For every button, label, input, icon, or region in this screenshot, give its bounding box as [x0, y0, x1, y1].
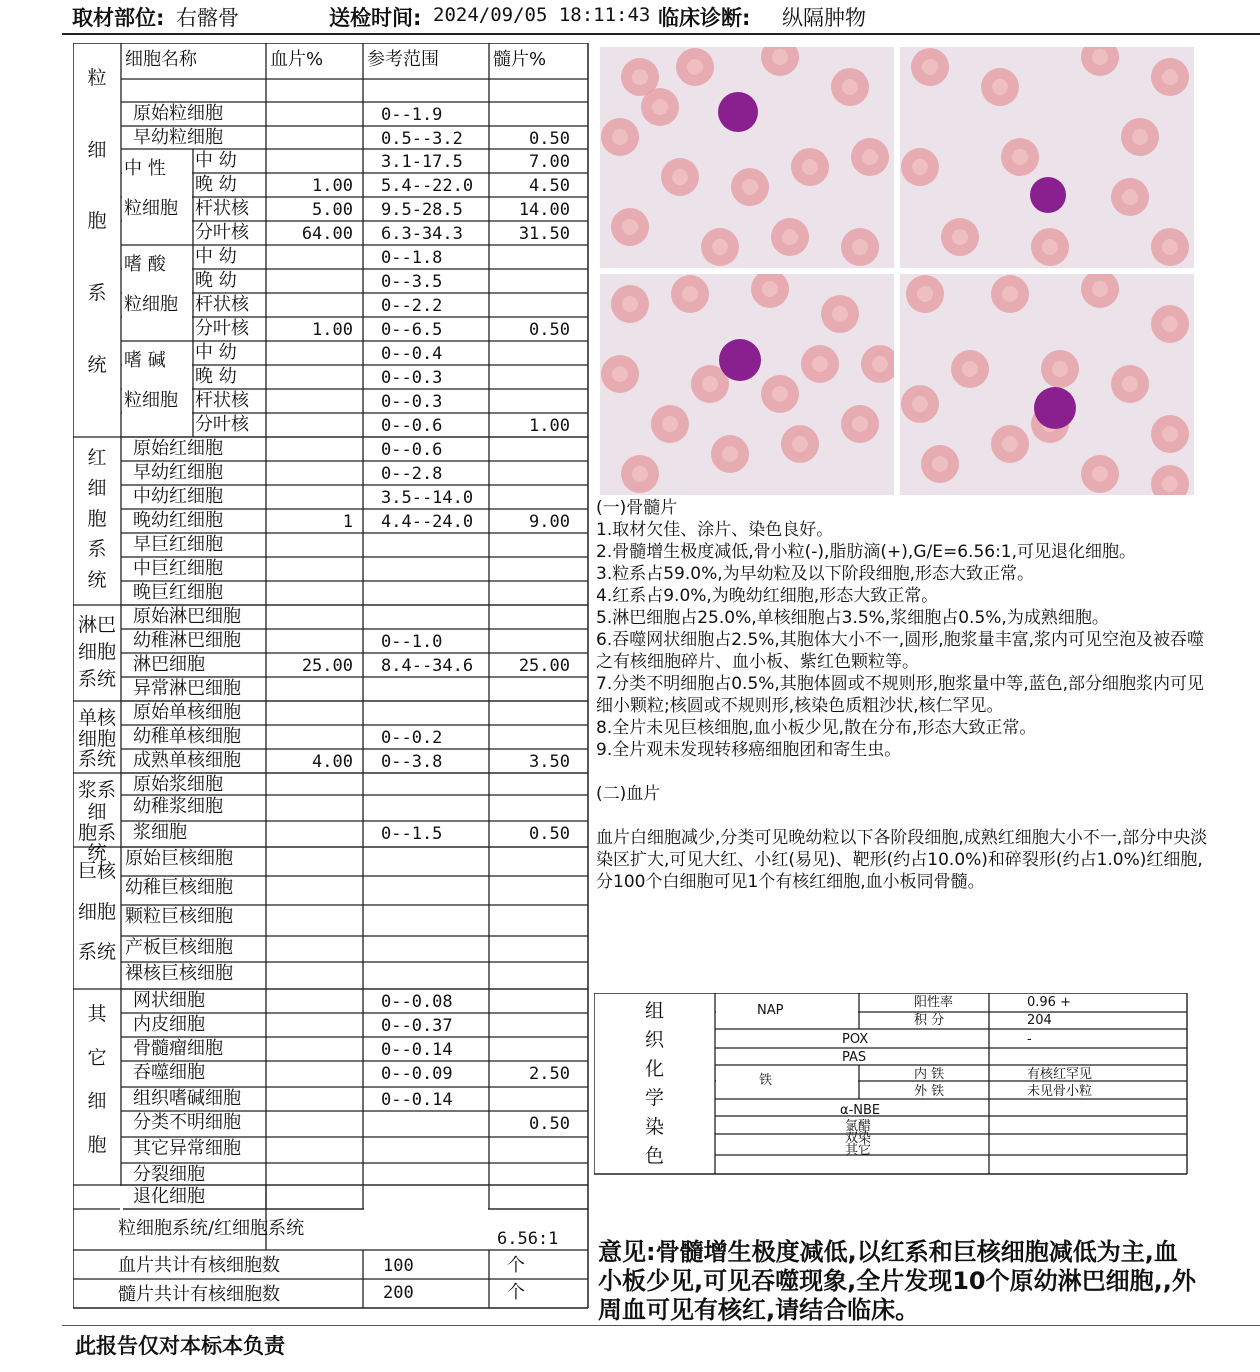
- findings-description: [596, 497, 1210, 893]
- row-name: 裸核巨核细胞: [125, 963, 233, 984]
- red-blood-cell-pallor: [712, 239, 728, 255]
- row-reference: 0--3.5: [381, 272, 443, 292]
- marrow-section-title: (一)骨髓片: [596, 498, 678, 518]
- lymphocyte-nucleus: [1030, 177, 1066, 213]
- row-name: 淋巴细胞: [133, 654, 205, 675]
- red-blood-cell-pallor: [1002, 286, 1018, 302]
- group-label-char: 胞: [87, 507, 107, 530]
- histochem-title-char: 组: [644, 1000, 664, 1022]
- red-blood-cell-pallor: [1002, 436, 1018, 452]
- histochem-title-char: 化: [644, 1058, 664, 1080]
- group-label-char: 系统: [77, 941, 116, 964]
- group-label-char: 细胞: [77, 641, 116, 664]
- group-label-char: 粒: [87, 67, 107, 90]
- row-name: 分裂细胞: [133, 1164, 205, 1185]
- row-reference: 0.5--3.2: [381, 129, 463, 149]
- row-reference: 0--6.5: [381, 320, 443, 340]
- red-blood-cell-pallor: [702, 376, 718, 392]
- lymphocyte-nucleus: [1034, 387, 1076, 429]
- group-label-char: 细: [87, 1090, 107, 1113]
- row-name: 组织嗜碱细胞: [133, 1088, 241, 1109]
- row-reference: 0--1.9: [381, 105, 443, 125]
- row-reference: 6.3-34.3: [381, 224, 463, 244]
- marrow-photo-1: [600, 47, 894, 268]
- marrow-finding-item: 6.吞噬网状细胞占2.5%,其胞体大小不一,圆形,胞浆量丰富,浆内可见空泡及被吞噬之有核细胞碎片、血小板、紫红色颗粒等。: [596, 630, 1205, 672]
- time-label: 送检时间:: [329, 6, 422, 30]
- red-blood-cell-pallor: [742, 179, 758, 195]
- red-blood-cell-pallor: [1162, 476, 1178, 492]
- row-marrow-pct: 7.00: [529, 152, 570, 172]
- red-blood-cell-pallor: [682, 286, 698, 302]
- group-label-char: 细胞: [77, 727, 116, 750]
- red-blood-cell-pallor: [912, 159, 928, 175]
- group-label-char: 其: [87, 1003, 107, 1026]
- red-blood-cell-pallor: [1162, 316, 1178, 332]
- marrow-finding-item: 2.骨髓增生极度减低,骨小粒(-),脂肪滴(+),G/E=6.56:1,可见退化细胞。: [596, 542, 1137, 562]
- site-label: 取材部位:: [72, 6, 165, 30]
- row-reference: 9.5-28.5: [381, 200, 463, 220]
- group-label-char: 巨核: [77, 860, 116, 883]
- red-blood-cell-pallor: [1052, 361, 1068, 377]
- histochem-extra-row-label: 双染: [845, 1131, 872, 1146]
- red-blood-cell-pallor: [1042, 239, 1058, 255]
- pas-label: PAS: [842, 1050, 867, 1065]
- pox-label: POX: [842, 1032, 869, 1047]
- subgroup-label-top: 嗜 碱: [124, 350, 166, 371]
- red-blood-cell-pallor: [1122, 189, 1138, 205]
- red-blood-cell-pallor: [922, 59, 938, 75]
- row-name: 原始浆细胞: [133, 774, 223, 795]
- group-label-char: 淋巴: [77, 613, 116, 636]
- row-name: 杆状核: [195, 390, 249, 411]
- site-value: 右髂骨: [176, 6, 239, 30]
- marrow-finding-item: 8.全片未见巨核细胞,血小板少见,散在分布,形态大致正常。: [596, 718, 1037, 738]
- row-name: 浆细胞: [133, 822, 187, 843]
- marrow-finding-item: 5.淋巴细胞占25.0%,单核细胞占3.5%,浆细胞占0.5%,为成熟细胞。: [596, 608, 1109, 628]
- row-marrow-pct: 4.50: [529, 176, 570, 196]
- report-header: [0, 0, 1260, 36]
- ratio-label: 粒细胞系统/红细胞系统: [118, 1218, 305, 1239]
- marrow-photo-3: [600, 274, 894, 495]
- marrow-finding-item: 4.红系占9.0%,为晚幼红细胞,形态大致正常。: [596, 586, 939, 606]
- time-value: 2024/09/05 18:11:43: [433, 4, 651, 26]
- opinion-text: 意见:骨髓增生极度减低,以红系和巨核细胞减低为主,血小板少见,可见吞噬现象,全片发现10个原幼淋巴细胞,,外周血可见有核红,请结合临床。: [598, 1238, 1196, 1324]
- row-name: 成熟单核细胞: [133, 750, 241, 771]
- group-label-char: 系统: [77, 668, 116, 691]
- red-blood-cell-pallor: [632, 69, 648, 85]
- row-name: 杆状核: [195, 198, 249, 219]
- row-reference: 0--0.6: [381, 416, 443, 436]
- group-label-char: 胞: [87, 210, 107, 233]
- row-reference: 0--2.8: [381, 464, 443, 484]
- red-blood-cell-pallor: [687, 59, 703, 75]
- row-name: 中 幼: [195, 342, 237, 363]
- row-name: 颗粒巨核细胞: [125, 906, 233, 927]
- row-marrow-pct: 0.50: [529, 1114, 570, 1134]
- row-name: 原始红细胞: [133, 438, 223, 459]
- subgroup-label-top: 中 性: [124, 158, 166, 179]
- marrow-photo-4: [900, 274, 1194, 495]
- red-blood-cell-pallor: [912, 396, 928, 412]
- nbe-label: α-NBE: [840, 1103, 881, 1118]
- marrow-photo-2: [900, 47, 1194, 268]
- row-blood-pct: 1.00: [312, 320, 353, 340]
- histochem-title-char: 色: [644, 1145, 664, 1167]
- red-blood-cell-pallor: [842, 79, 858, 95]
- red-blood-cell-pallor: [1162, 239, 1178, 255]
- group-label-char: 细: [87, 477, 107, 500]
- row-name: 中 幼: [195, 150, 237, 171]
- red-blood-cell-pallor: [672, 169, 688, 185]
- red-blood-cell-pallor: [952, 229, 968, 245]
- row-reference: 0--1.0: [381, 632, 443, 652]
- histochem-extra-row-label: 氯醋: [845, 1119, 872, 1134]
- row-name: 分类不明细胞: [133, 1112, 241, 1133]
- row-reference: 0--0.3: [381, 392, 443, 412]
- row-name: 中幼红细胞: [133, 486, 223, 507]
- footer-divider: [62, 1325, 1260, 1326]
- column-header: 细胞名称: [125, 49, 197, 70]
- grid-mask: [716, 1011, 858, 1014]
- column-header: 参考范围: [367, 49, 439, 70]
- marrow-finding-item: 1.取材欠佳、涂片、染色良好。: [596, 520, 834, 540]
- pox-value: -: [1027, 1032, 1032, 1047]
- red-blood-cell-pallor: [872, 356, 888, 372]
- row-reference: 0--3.8: [381, 752, 443, 772]
- row-marrow-pct: 2.50: [529, 1064, 570, 1084]
- red-blood-cell-pallor: [622, 296, 638, 312]
- row-name: 吞噬细胞: [133, 1062, 205, 1083]
- row-name: 原始淋巴细胞: [133, 606, 241, 627]
- marrow-finding-item: 3.粒系占59.0%,为早幼粒及以下阶段细胞,形态大致正常。: [596, 564, 1035, 584]
- footer-disclaimer: 此报告仅对本标本负责: [75, 1334, 285, 1358]
- grid-mask: [716, 1080, 858, 1083]
- red-blood-cell-pallor: [1132, 129, 1148, 145]
- subgroup-label-bottom: 粒细胞: [124, 198, 178, 219]
- row-blood-pct: 4.00: [312, 752, 353, 772]
- row-marrow-pct: 31.50: [518, 224, 570, 244]
- red-blood-cell-pallor: [992, 79, 1008, 95]
- row-marrow-pct: 0.50: [529, 320, 570, 340]
- red-blood-cell-pallor: [782, 229, 798, 245]
- row-reference: 3.5--14.0: [381, 488, 474, 508]
- red-blood-cell-pallor: [762, 281, 778, 297]
- subgroup-label-bottom: 粒细胞: [124, 390, 178, 411]
- grid-mask: [364, 1186, 488, 1248]
- subgroup-label-bottom: 粒细胞: [124, 294, 178, 315]
- blood-total-value: 100: [383, 1256, 414, 1276]
- row-reference: 0--0.6: [381, 440, 443, 460]
- red-blood-cell-pallor: [862, 149, 878, 165]
- iron-external-label: 外 铁: [914, 1084, 945, 1099]
- red-blood-cell-pallor: [1092, 49, 1108, 65]
- row-marrow-pct: 0.50: [529, 129, 570, 149]
- histochem-extra-row-label: 其它: [845, 1143, 872, 1158]
- group-label-char: 统: [87, 568, 107, 591]
- row-blood-pct: 1.00: [312, 176, 353, 196]
- ratio-value: 6.56:1: [497, 1229, 559, 1249]
- red-blood-cell-pallor: [852, 239, 868, 255]
- red-blood-cell-pallor: [962, 361, 978, 377]
- grid-mask: [74, 45, 120, 436]
- row-marrow-pct: 1.00: [529, 416, 570, 436]
- group-label-char: 系: [87, 281, 107, 304]
- row-name: 幼稚浆细胞: [133, 796, 223, 817]
- nap-positive-label: 阳性率: [914, 995, 954, 1010]
- histochemistry-table: [594, 993, 1189, 1176]
- iron-internal-value: 有核红罕见: [1027, 1067, 1093, 1082]
- row-reference: 0--0.08: [381, 992, 453, 1012]
- row-reference: 8.4--34.6: [381, 656, 474, 676]
- marrow-total-label: 髓片共计有核细胞数: [118, 1284, 280, 1305]
- group-label-char: 胞系统: [77, 821, 116, 864]
- row-marrow-pct: 14.00: [518, 200, 570, 220]
- row-reference: 0--1.5: [381, 824, 443, 844]
- row-name: 网状细胞: [133, 990, 205, 1011]
- subgroup-label-top: 嗜 酸: [124, 254, 166, 275]
- row-name: 晚巨红细胞: [133, 582, 223, 603]
- red-blood-cell-pallor: [802, 159, 818, 175]
- row-reference: 0--0.09: [381, 1064, 453, 1084]
- nap-score-label: 积 分: [914, 1013, 945, 1028]
- nap-positive-value: 0.96 +: [1027, 995, 1071, 1010]
- red-blood-cell-pallor: [772, 49, 788, 65]
- column-header: 血片%: [270, 49, 324, 70]
- group-label-char: 胞: [87, 1133, 107, 1156]
- row-name: 杆状核: [195, 294, 249, 315]
- group-label-char: 浆系: [77, 779, 116, 802]
- nap-label: NAP: [757, 1003, 784, 1018]
- row-reference: 4.4--24.0: [381, 512, 474, 532]
- row-reference: 0--0.14: [381, 1040, 453, 1060]
- group-label-char: 单核: [77, 707, 116, 730]
- row-name: 幼稚单核细胞: [133, 726, 241, 747]
- row-name: 原始巨核细胞: [125, 848, 233, 869]
- row-name: 晚幼红细胞: [133, 510, 223, 531]
- red-blood-cell-pallor: [932, 456, 948, 472]
- marrow-findings-list: [596, 519, 1210, 761]
- group-label-char: 细胞: [77, 900, 116, 923]
- row-name: 骨髓瘤细胞: [133, 1038, 223, 1059]
- iron-internal-label: 内 铁: [914, 1067, 945, 1082]
- lymphocyte-nucleus: [719, 339, 761, 381]
- red-blood-cell-pallor: [792, 436, 808, 452]
- row-reference: 0--0.3: [381, 368, 443, 388]
- red-blood-cell-pallor: [1012, 149, 1028, 165]
- row-reference: 0--0.37: [381, 1016, 453, 1036]
- group-label-char: 细: [87, 800, 107, 823]
- row-name: 幼稚巨核细胞: [125, 877, 233, 898]
- marrow-total-value: 200: [383, 1283, 414, 1303]
- row-name: 其它异常细胞: [133, 1138, 241, 1159]
- red-blood-cell-pallor: [832, 306, 848, 322]
- row-name: 早幼红细胞: [133, 462, 223, 483]
- red-blood-cell-pallor: [652, 99, 668, 115]
- marrow-finding-item: 7.分类不明细胞占0.5%,其胞体圆或不规则形,胞浆量中等,蓝色,部分细胞浆内可见细小颗粒;核圆或不规则形,核染色质粗沙状,核仁罕见。: [596, 674, 1205, 716]
- red-blood-cell-pallor: [622, 219, 638, 235]
- histochem-title-char: 学: [644, 1087, 664, 1109]
- iron-label: 铁: [759, 1073, 773, 1088]
- row-name: 内皮细胞: [133, 1014, 205, 1035]
- group-label-char: 细: [87, 138, 107, 161]
- row-name: 幼稚淋巴细胞: [133, 630, 241, 651]
- row-name: 晚 幼: [195, 270, 237, 291]
- red-blood-cell-pallor: [612, 129, 628, 145]
- lymphocyte-nucleus: [718, 92, 758, 132]
- histochem-title-char: 染: [644, 1116, 664, 1138]
- red-blood-cell-pallor: [612, 366, 628, 382]
- red-blood-cell-pallor: [1122, 376, 1138, 392]
- marrow-finding-item: 9.全片观未发现转移癌细胞团和寄生虫。: [596, 740, 902, 760]
- column-header: 髓片%: [493, 49, 547, 70]
- row-reference: 0--2.2: [381, 296, 443, 316]
- red-blood-cell-pallor: [852, 416, 868, 432]
- group-label-char: 它: [87, 1046, 107, 1069]
- nap-score-value: 204: [1027, 1013, 1052, 1028]
- row-blood-pct: 64.00: [301, 224, 353, 244]
- row-blood-pct: 1: [342, 512, 353, 532]
- group-label-char: 红: [87, 446, 107, 469]
- row-name: 分叶核: [195, 222, 249, 243]
- cell-count-table: [73, 43, 590, 1310]
- red-blood-cell-pallor: [662, 416, 678, 432]
- group-label-char: 系统: [77, 748, 116, 771]
- row-name: 退化细胞: [133, 1186, 205, 1207]
- red-blood-cell-pallor: [1162, 426, 1178, 442]
- row-name: 晚 幼: [195, 174, 237, 195]
- blood-total-label: 血片共计有核细胞数: [118, 1255, 280, 1276]
- row-name: 早幼粒细胞: [133, 127, 223, 148]
- row-blood-pct: 25.00: [301, 656, 353, 676]
- diagnosis-value: 纵隔肿物: [782, 6, 866, 30]
- group-label-char: 统: [87, 353, 107, 376]
- red-blood-cell-pallor: [1092, 281, 1108, 297]
- row-blood-pct: 5.00: [312, 200, 353, 220]
- row-marrow-pct: 25.00: [518, 656, 570, 676]
- row-name: 晚 幼: [195, 366, 237, 387]
- row-name: 分叶核: [195, 414, 249, 435]
- group-label-char: 系: [87, 538, 107, 561]
- red-blood-cell-pallor: [1092, 466, 1108, 482]
- red-blood-cell-pallor: [632, 466, 648, 482]
- marrow-total-unit: 个: [507, 1282, 525, 1303]
- row-name: 中 幼: [195, 246, 237, 267]
- row-reference: 0--0.2: [381, 728, 443, 748]
- red-blood-cell-pallor: [772, 386, 788, 402]
- red-blood-cell-pallor: [722, 446, 738, 462]
- row-name: 原始粒细胞: [133, 103, 223, 124]
- blood-section-title: (二)血片: [596, 784, 661, 804]
- row-reference: 0--0.4: [381, 344, 443, 364]
- row-name: 中巨红细胞: [133, 558, 223, 579]
- red-blood-cell-pallor: [1162, 69, 1178, 85]
- red-blood-cell-pallor: [812, 356, 828, 372]
- row-reference: 3.1-17.5: [381, 152, 463, 172]
- row-name: 分叶核: [195, 318, 249, 339]
- row-reference: 5.4--22.0: [381, 176, 474, 196]
- iron-external-value: 未见骨小粒: [1027, 1084, 1093, 1099]
- row-name: 早巨红细胞: [133, 534, 223, 555]
- header-divider: [62, 33, 1260, 35]
- row-reference: 0--0.14: [381, 1090, 453, 1110]
- blood-total-unit: 个: [507, 1255, 525, 1276]
- row-reference: 0--1.8: [381, 248, 443, 268]
- row-marrow-pct: 0.50: [529, 824, 570, 844]
- row-name: 原始单核细胞: [133, 702, 241, 723]
- row-marrow-pct: 3.50: [529, 752, 570, 772]
- row-marrow-pct: 9.00: [529, 512, 570, 532]
- blood-findings-text: 血片白细胞减少,分类可见晚幼粒以下各阶段细胞,成熟红细胞大小不一,部分中央淡染区扩大,可见大红、小红(易见)、靶形(约占10.0%)和碎裂形(约占1.0%)红细胞,分100个白细胞可见1个有核红细胞,血小板同骨髓。: [596, 828, 1208, 892]
- red-blood-cell-pallor: [917, 286, 933, 302]
- histochem-title-char: 织: [644, 1029, 664, 1051]
- diagnosis-label: 临床诊断:: [658, 6, 751, 30]
- row-name: 产板巨核细胞: [125, 937, 233, 958]
- row-name: 异常淋巴细胞: [133, 678, 241, 699]
